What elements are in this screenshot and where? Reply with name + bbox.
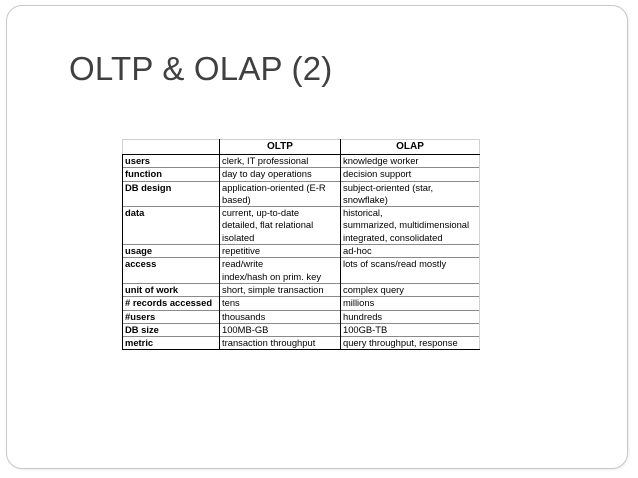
oltp-cell	[220, 181, 341, 207]
oltp-cell-line: based)	[222, 193, 251, 205]
row-label: data	[123, 207, 220, 245]
oltp-olap-comparison-table	[122, 139, 480, 350]
oltp-cell	[220, 310, 341, 323]
oltp-cell-line: clerk, IT professional	[222, 155, 309, 166]
olap-cell	[341, 337, 480, 350]
row-label: DB size	[123, 323, 220, 336]
row-label: unit of work	[123, 283, 220, 296]
header-blank	[123, 140, 220, 155]
table-row	[123, 258, 480, 284]
table-row	[123, 155, 480, 168]
oltp-cell	[220, 245, 341, 258]
row-label: access	[123, 258, 220, 284]
oltp-cell	[220, 283, 341, 296]
olap-cell	[341, 297, 480, 310]
olap-cell	[341, 245, 480, 258]
table-row	[123, 323, 480, 336]
comparison-table-container	[122, 139, 479, 350]
olap-cell-line: summarized, multidimensional	[343, 219, 470, 231]
olap-cell	[341, 310, 480, 323]
olap-cell	[341, 258, 480, 284]
table-row	[123, 181, 480, 207]
slide-title: OLTP & OLAP (2)	[69, 50, 333, 87]
oltp-cell-line: tens	[222, 297, 240, 309]
table-body	[123, 155, 480, 350]
olap-cell-line: knowledge worker	[343, 155, 419, 166]
olap-cell-line: 100GB-TB	[343, 323, 388, 335]
row-label: #users	[123, 310, 220, 323]
olap-cell-line: lots of scans/read mostly	[343, 258, 447, 270]
table-header-row	[123, 140, 480, 155]
olap-cell	[341, 181, 480, 207]
table-row	[123, 283, 480, 296]
olap-cell	[341, 168, 480, 181]
oltp-cell	[220, 323, 341, 336]
table-row	[123, 168, 480, 181]
oltp-cell-line: 100MB-GB	[222, 323, 269, 335]
olap-cell-line: snowflake)	[343, 193, 388, 205]
row-label: DB design	[123, 181, 220, 207]
oltp-cell-line: repetitive	[222, 245, 261, 257]
row-label: usage	[123, 245, 220, 258]
olap-cell-line: subject-oriented (star,	[343, 181, 434, 193]
header-oltp: OLTP	[220, 140, 341, 155]
olap-cell-line: integrated, consolidated	[343, 231, 443, 243]
row-label: function	[123, 168, 220, 181]
olap-cell-line: ad-hoc	[343, 245, 372, 257]
oltp-cell	[220, 258, 341, 284]
table-row	[123, 337, 480, 350]
olap-cell-line: decision support	[343, 168, 412, 180]
olap-cell-line: complex query	[343, 283, 404, 295]
row-label: # records accessed	[123, 297, 220, 310]
table-row	[123, 310, 480, 323]
olap-cell	[341, 155, 480, 168]
olap-cell-line: query throughput, response	[343, 337, 458, 349]
oltp-cell	[220, 155, 341, 168]
oltp-cell	[220, 168, 341, 181]
olap-cell	[341, 283, 480, 296]
olap-cell-line: millions	[343, 297, 375, 309]
oltp-cell-line: thousands	[222, 310, 266, 322]
oltp-cell-line: application-oriented (E-R	[222, 181, 326, 193]
oltp-cell-line: transaction throughput	[222, 337, 316, 349]
row-label: metric	[123, 337, 220, 350]
oltp-cell-line: current, up-to-date	[222, 207, 300, 219]
oltp-cell-line: read/write	[222, 258, 264, 270]
oltp-cell-line: detailed, flat relational	[222, 219, 314, 231]
olap-cell-line: hundreds	[343, 310, 383, 322]
row-label: users	[123, 155, 220, 168]
oltp-cell	[220, 207, 341, 245]
olap-cell-line: historical,	[343, 207, 383, 219]
olap-cell	[341, 323, 480, 336]
oltp-cell	[220, 337, 341, 350]
oltp-cell-line: day to day operations	[222, 168, 312, 180]
table-row	[123, 297, 480, 310]
olap-cell	[341, 207, 480, 245]
oltp-cell	[220, 297, 341, 310]
header-olap: OLAP	[341, 140, 480, 155]
table-row	[123, 207, 480, 245]
oltp-cell-line: isolated	[222, 231, 255, 243]
oltp-cell-line: short, simple transaction	[222, 283, 324, 295]
oltp-cell-line: index/hash on prim. key	[222, 270, 322, 282]
table-row	[123, 245, 480, 258]
